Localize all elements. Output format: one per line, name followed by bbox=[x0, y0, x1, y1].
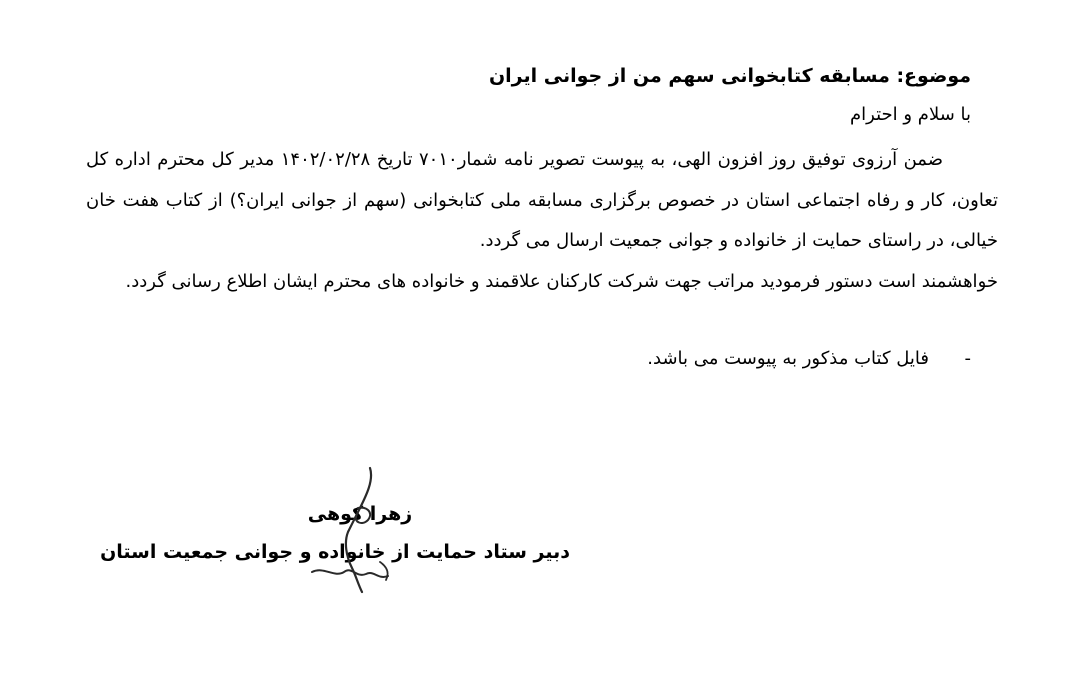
letter-subject: موضوع: مسابقه کتابخوانی سهم من از جوانی ایران bbox=[488, 65, 971, 87]
attachment-note-line bbox=[647, 344, 971, 374]
body-paragraph-2: خواهشمند است دستور فرمودید مراتب جهت شرکت کارکنان علاقمند و خانواده های محترم ایشان اطلاع رسانی گردد. bbox=[125, 270, 998, 292]
body-paragraph-1: ضمن آرزوی توفیق روز افزون الهی، به پیوست تصویر نامه شمار۷۰۱۰ تاریخ ۱۴۰۲/۰۲/۲۸ مدیر کل محترم اداره کل تعاون، کار و رفاه اجتماعی استان در خصوص برگزاری مسابقه ملی کتابخوانی (سهم از جوانی ایران؟) از کتاب هفت خان خیالی، در راستای حمایت از خانواده و جوانی جمعیت ارسال می گردد. bbox=[86, 149, 998, 251]
letter-greeting: با سلام و احترام bbox=[850, 104, 971, 125]
attachment-note: فایل کتاب مذکور به پیوست می باشد. bbox=[647, 348, 929, 369]
signer-title: دبیر ستاد حمایت از خانواده و جوانی جمعیت استان bbox=[100, 541, 570, 563]
bullet-dash: - bbox=[964, 348, 971, 369]
signer-name: زهرا کوهی bbox=[307, 503, 413, 525]
letter-body bbox=[86, 140, 998, 302]
